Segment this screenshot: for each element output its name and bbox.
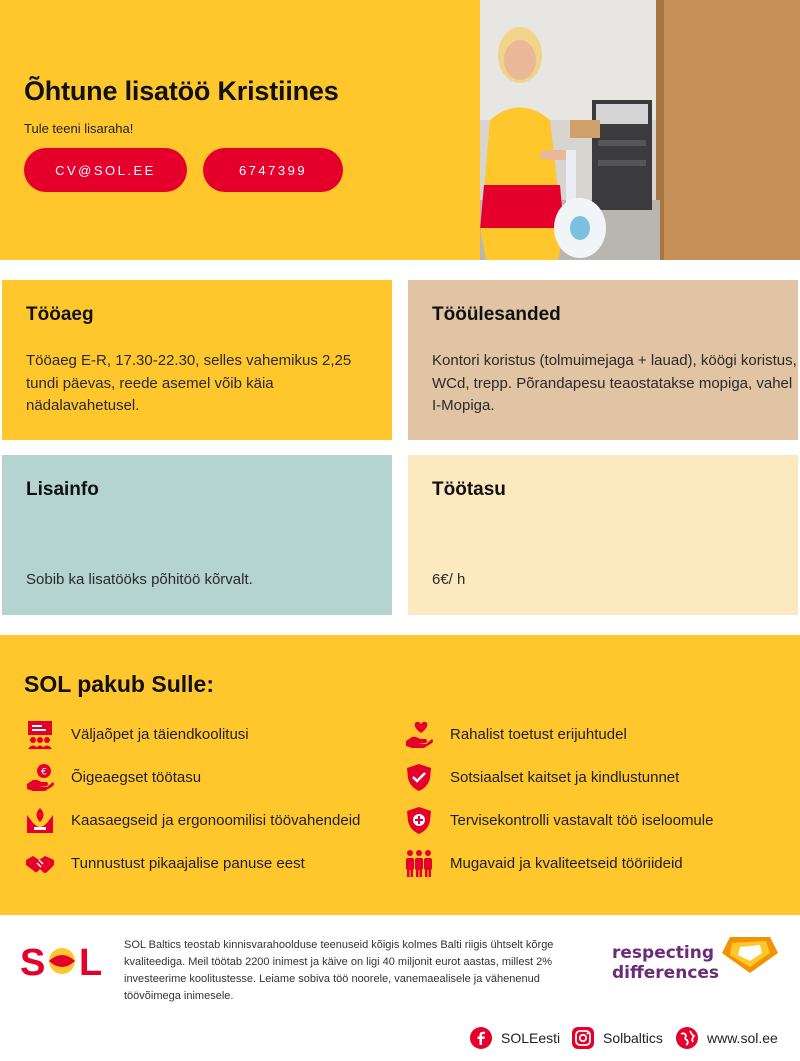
handshake-icon: [24, 847, 56, 879]
email-button[interactable]: CV@SOL.EE: [24, 148, 187, 192]
benefits-section: [0, 635, 800, 915]
shield-check-icon: [403, 761, 435, 793]
card-heading: Tööülesanded: [432, 304, 561, 325]
card-heading: Tööaeg: [26, 304, 94, 325]
card-body: Kontori koristus (tolmuimejaga + lauad), köögi koristus, WCd, trepp. Põrandapesu teaostatakse mopiga, vahel I-Mopiga.: [432, 352, 797, 414]
benefit-label: Tunnustust pikaajalise panuse eest: [71, 854, 305, 872]
people-icon: [403, 847, 435, 879]
heart-hand-icon: [403, 718, 435, 750]
company-description: SOL Baltics teostab kinnisvarahoolduse teenuseid kõigis kolmes Balti riigis ühtselt kõrge kvaliteediga. Meil töötab 2200 inimest ja käive on ligi 40 miljonit eurot aastas, millest 2% investeerime koolitustesse. Leiame sobiva töö noorele, vanemaealisele ja vähenenud töövõimega inimesele.: [124, 939, 554, 1002]
benefit-label: Sotsiaalset kaitset ja kindlustunnet: [450, 768, 680, 786]
shield-plus-icon: [403, 804, 435, 836]
page-title: Õhtune lisatöö Kristiines: [24, 76, 339, 106]
benefit-label: Rahalist toetust erijuhtudel: [450, 725, 627, 743]
website-link[interactable]: [676, 1025, 778, 1051]
card-heading: Lisainfo: [26, 479, 99, 500]
benefit-label: Väljaõpet ja täiendkoolitusi: [71, 725, 249, 743]
instagram-handle: Solbaltics: [603, 1030, 663, 1046]
card-job-duties: [408, 280, 798, 440]
facebook-link[interactable]: [470, 1025, 560, 1051]
sol-logo: [20, 939, 104, 979]
hero-photo: [480, 0, 800, 260]
benefit-label: Õigeaegset töötasu: [71, 768, 202, 786]
page-subtitle: Tule teeni lisaraha!: [24, 121, 134, 136]
tagline-line1: respecting: [612, 943, 715, 963]
card-salary: [408, 455, 798, 615]
phone-button[interactable]: 6747399: [203, 148, 343, 192]
benefit-label: Kaasaegseid ja ergonoomilisi töövahendeid: [71, 811, 361, 829]
salary-icon: [24, 761, 56, 793]
training-icon: [24, 718, 56, 750]
facebook-handle: SOLEesti: [501, 1030, 561, 1046]
benefit-label: Mugavaid ja kvaliteetseid tööriideid: [450, 854, 683, 872]
hero-photo-illustration: [480, 0, 800, 260]
respecting-differences-logo: [720, 933, 780, 975]
benefit-item: [403, 762, 679, 792]
benefit-item: [403, 805, 713, 835]
instagram-link[interactable]: [572, 1025, 663, 1051]
tagline-line2: differences: [612, 963, 720, 983]
benefits-heading: SOL pakub Sulle:: [24, 671, 214, 697]
benefit-item: [403, 719, 627, 749]
globe-icon: [676, 1027, 698, 1049]
card-working-hours: [2, 280, 392, 440]
benefit-item: [24, 805, 360, 835]
benefit-item: [403, 848, 683, 878]
card-body: Sobib ka lisatööks põhitöö kõrvalt.: [26, 571, 253, 588]
card-body: 6€/ h: [432, 571, 466, 588]
instagram-icon: [572, 1027, 594, 1049]
svg-text:S: S: [20, 942, 47, 979]
facebook-icon: [470, 1027, 492, 1049]
svg-text:€: €: [41, 767, 47, 778]
card-heading: Töötasu: [432, 479, 506, 500]
card-additional-info: [2, 455, 392, 615]
benefit-item: [24, 719, 249, 749]
benefit-item: [24, 848, 305, 878]
card-body: Tööaeg E-R, 17.30-22.30, selles vahemikus 2,25 tundi päevas, reede asemel võib käia nädalavahetusel.: [26, 352, 352, 414]
benefit-label: Tervisekontrolli vastavalt töö iseloomule: [450, 811, 714, 829]
footer: [0, 915, 800, 1061]
respecting-differences-tagline: [612, 943, 719, 983]
svg-text:L: L: [79, 942, 103, 979]
tools-icon: [24, 804, 56, 836]
benefit-item: [24, 762, 201, 792]
website-url: www.sol.ee: [707, 1030, 778, 1046]
